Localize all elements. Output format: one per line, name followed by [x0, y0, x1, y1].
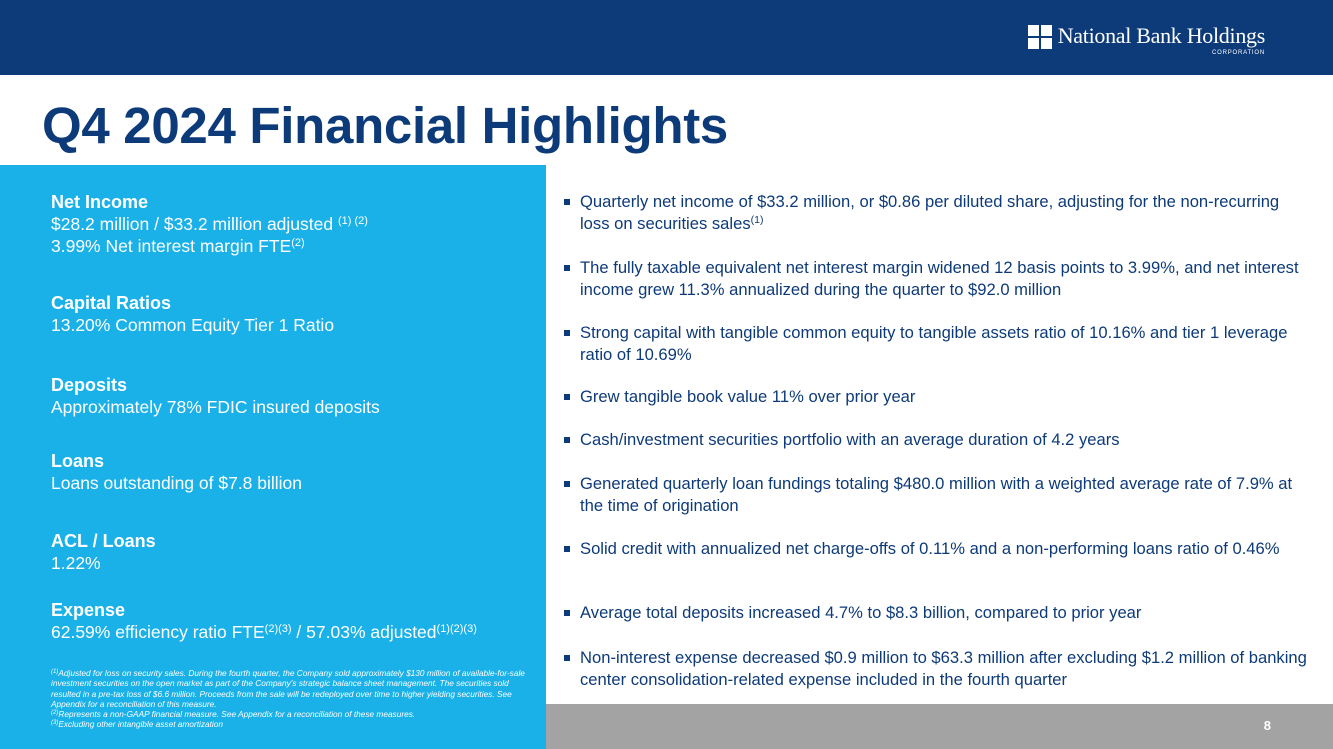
page-title: Q4 2024 Financial Highlights — [42, 97, 728, 154]
footnote: $^{(1)}$Adjusted for loss on security sales. During the fourth quarter, the Company sold approximately $130 million of available-for-sale investment securities on the open market as part of the Company's strategic balance sheet management. The securities sold resulted in a pre-tax loss of $6.6 million. Proceeds from the sale will be redeployed over time to higher yielding securities. See Appendix for a reconciliation of this measure. — [51, 668, 525, 709]
bullet-square-icon — [564, 481, 570, 487]
list-item: Solid credit with annualized net charge-offs of 0.11% and a non-performing loans ratio of 0.46% — [562, 538, 1312, 560]
bullet-square-icon — [564, 199, 570, 205]
header-bar — [0, 0, 1333, 75]
metric-value: 13.20% Common Equity Tier 1 Ratio — [51, 315, 335, 335]
footnote: $^{(2)}$Represents a non-GAAP financial measure. See Appendix for a reconciliation of these measures. — [51, 709, 416, 720]
bullet-square-icon — [564, 610, 570, 616]
logo-squares-icon — [1028, 25, 1052, 49]
bullet-square-icon — [564, 655, 570, 661]
company-logo — [1028, 24, 1265, 56]
metric-label: ACL / Loans — [51, 531, 156, 551]
metric-label: Net Income — [51, 192, 149, 212]
bullet-square-icon — [564, 330, 570, 336]
metric-deposits — [51, 374, 380, 418]
list-item: The fully taxable equivalent net interest margin widened 12 basis points to 3.99%, and net interest income grew 11.3% annualized during the quarter to $92.0 million — [562, 257, 1312, 301]
metric-value: Approximately 78% FDIC insured deposits — [51, 397, 380, 417]
metric-value: Loans outstanding of $7.8 billion — [51, 473, 303, 493]
metric-net-income — [51, 191, 368, 257]
page-number: 8 — [1263, 718, 1271, 733]
footer-bar — [546, 704, 1333, 749]
bullet-square-icon — [564, 546, 570, 552]
metric-loans — [51, 450, 302, 494]
metric-capital-ratios — [51, 292, 334, 336]
metric-acl-loans — [51, 530, 156, 574]
bullet-square-icon — [564, 265, 570, 271]
metric-expense — [51, 599, 477, 643]
metric-label: Capital Ratios — [51, 293, 172, 313]
logo-subtitle: CORPORATION — [1211, 50, 1265, 56]
list-item: Non-interest expense decreased $0.9 million to $63.3 million after excluding $1.2 million of banking center consolidation-related expense included in the fourth quarter — [562, 647, 1312, 691]
list-item: Cash/investment securities portfolio with an average duration of 4.2 years — [562, 429, 1312, 451]
metric-value: $28.2 million / $33.2 million adjusted $^{(1) (2)}$ — [51, 214, 368, 234]
metric-value: 1.22% — [51, 553, 101, 573]
bullet-square-icon — [564, 437, 570, 443]
metric-value: 3.99% Net interest margin FTE$^{(2)}$ — [51, 236, 305, 256]
list-item: Average total deposits increased 4.7% to $8.3 billion, compared to prior year — [562, 602, 1312, 624]
list-item: Generated quarterly loan fundings totaling $480.0 million with a weighted average rate of 7.9% at the time of origination — [562, 473, 1312, 517]
metric-label: Expense — [51, 600, 126, 620]
footnote: $^{(3)}$Excluding other intangible asset amortization — [51, 719, 223, 730]
footnotes — [51, 668, 531, 730]
list-item: Strong capital with tangible common equity to tangible assets ratio of 10.16% and tier 1 leverage ratio of 10.69% — [562, 322, 1312, 366]
list-item: Quarterly net income of $33.2 million, or $0.86 per diluted share, adjusting for the non-recurring loss on securities sales$^{(1)}$ — [562, 191, 1312, 235]
logo-name: National Bank Holdings — [1057, 23, 1265, 48]
metric-value: 62.59% efficiency ratio $FTE^{(2)(3)} / 57.03\%$ adjusted$^{(1)(2)(3)}$ — [51, 622, 477, 642]
bullet-square-icon — [564, 394, 570, 400]
metric-label: Deposits — [51, 375, 128, 395]
metric-label: Loans — [51, 451, 105, 471]
list-item: Grew tangible book value 11% over prior year — [562, 386, 1312, 408]
